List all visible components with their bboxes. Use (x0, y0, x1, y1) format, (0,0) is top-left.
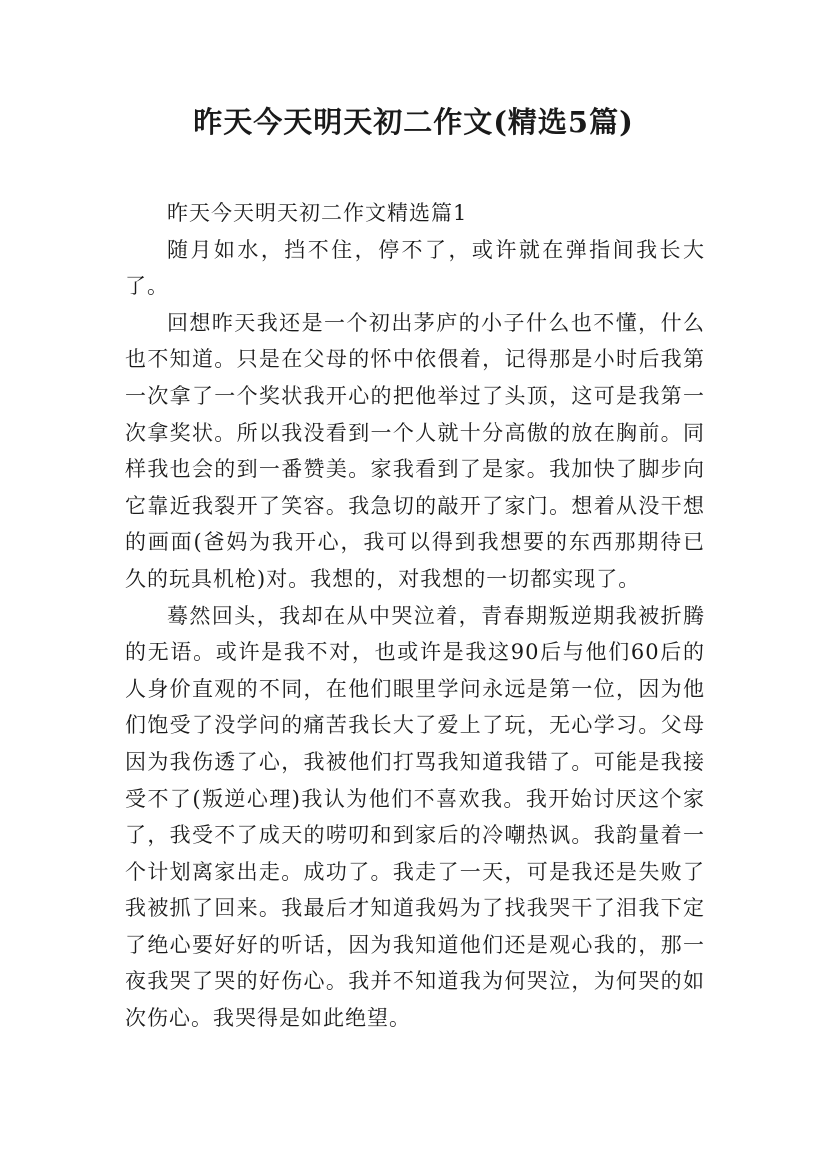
document-title: 昨天今天明天初二作文(精选5篇) (193, 105, 634, 139)
paragraph-3: 蓦然回头，我却在从中哭泣着，青春期叛逆期我被折腾的无语。或许是我不对，也或许是我这90后与他们60后的人身价直观的不同，在他们眼里学问永远是第一位，因为他们饱受了没学问的痛苦我长大了爱上了玩，无心学习。父母因为我伤透了心，我被他们打骂我知道我错了。可能是我接受不了(叛逆心理)我认为他们不喜欢我。我开始讨厌这个家了，我受不了成天的唠叨和到家后的冷嘲热讽。我韵量着一个计划离家出走。成功了。我走了一天，可是我还是失败了我被抓了回来。我最后才知道我妈为了找我哭干了泪我下定了绝心要好好的听话，因为我知道他们还是观心我的，那一夜我哭了哭的好伤心。我并不知道我为何哭泣，为何哭的如次伤心。我哭得是如此绝望。 (125, 603, 705, 1031)
section-heading: 昨天今天明天初二作文精选篇1 (167, 201, 468, 225)
paragraph-2: 回想昨天我还是一个初出茅庐的小子什么也不懂，什么也不知道。只是在父母的怀中依偎着，记得那是小时后我第一次拿了一个奖状我开心的把他举过了头顶，这可是我第一次拿奖状。所以我没看到一个人就十分高傲的放在胸前。同样我也会的到一番赞美。家我看到了是家。我加快了脚步向它靠近我裂开了笑容。我急切的敲开了家门。想着从没干想的画面(爸妈为我开心，我可以得到我想要的东西那期待已久的玩具机枪)对。我想的，对我想的一切都实现了。 (125, 310, 705, 591)
document-body (125, 195, 705, 1037)
paragraph-1: 随月如水，挡不住，停不了，或许就在弹指间我长大了。 (125, 237, 705, 299)
